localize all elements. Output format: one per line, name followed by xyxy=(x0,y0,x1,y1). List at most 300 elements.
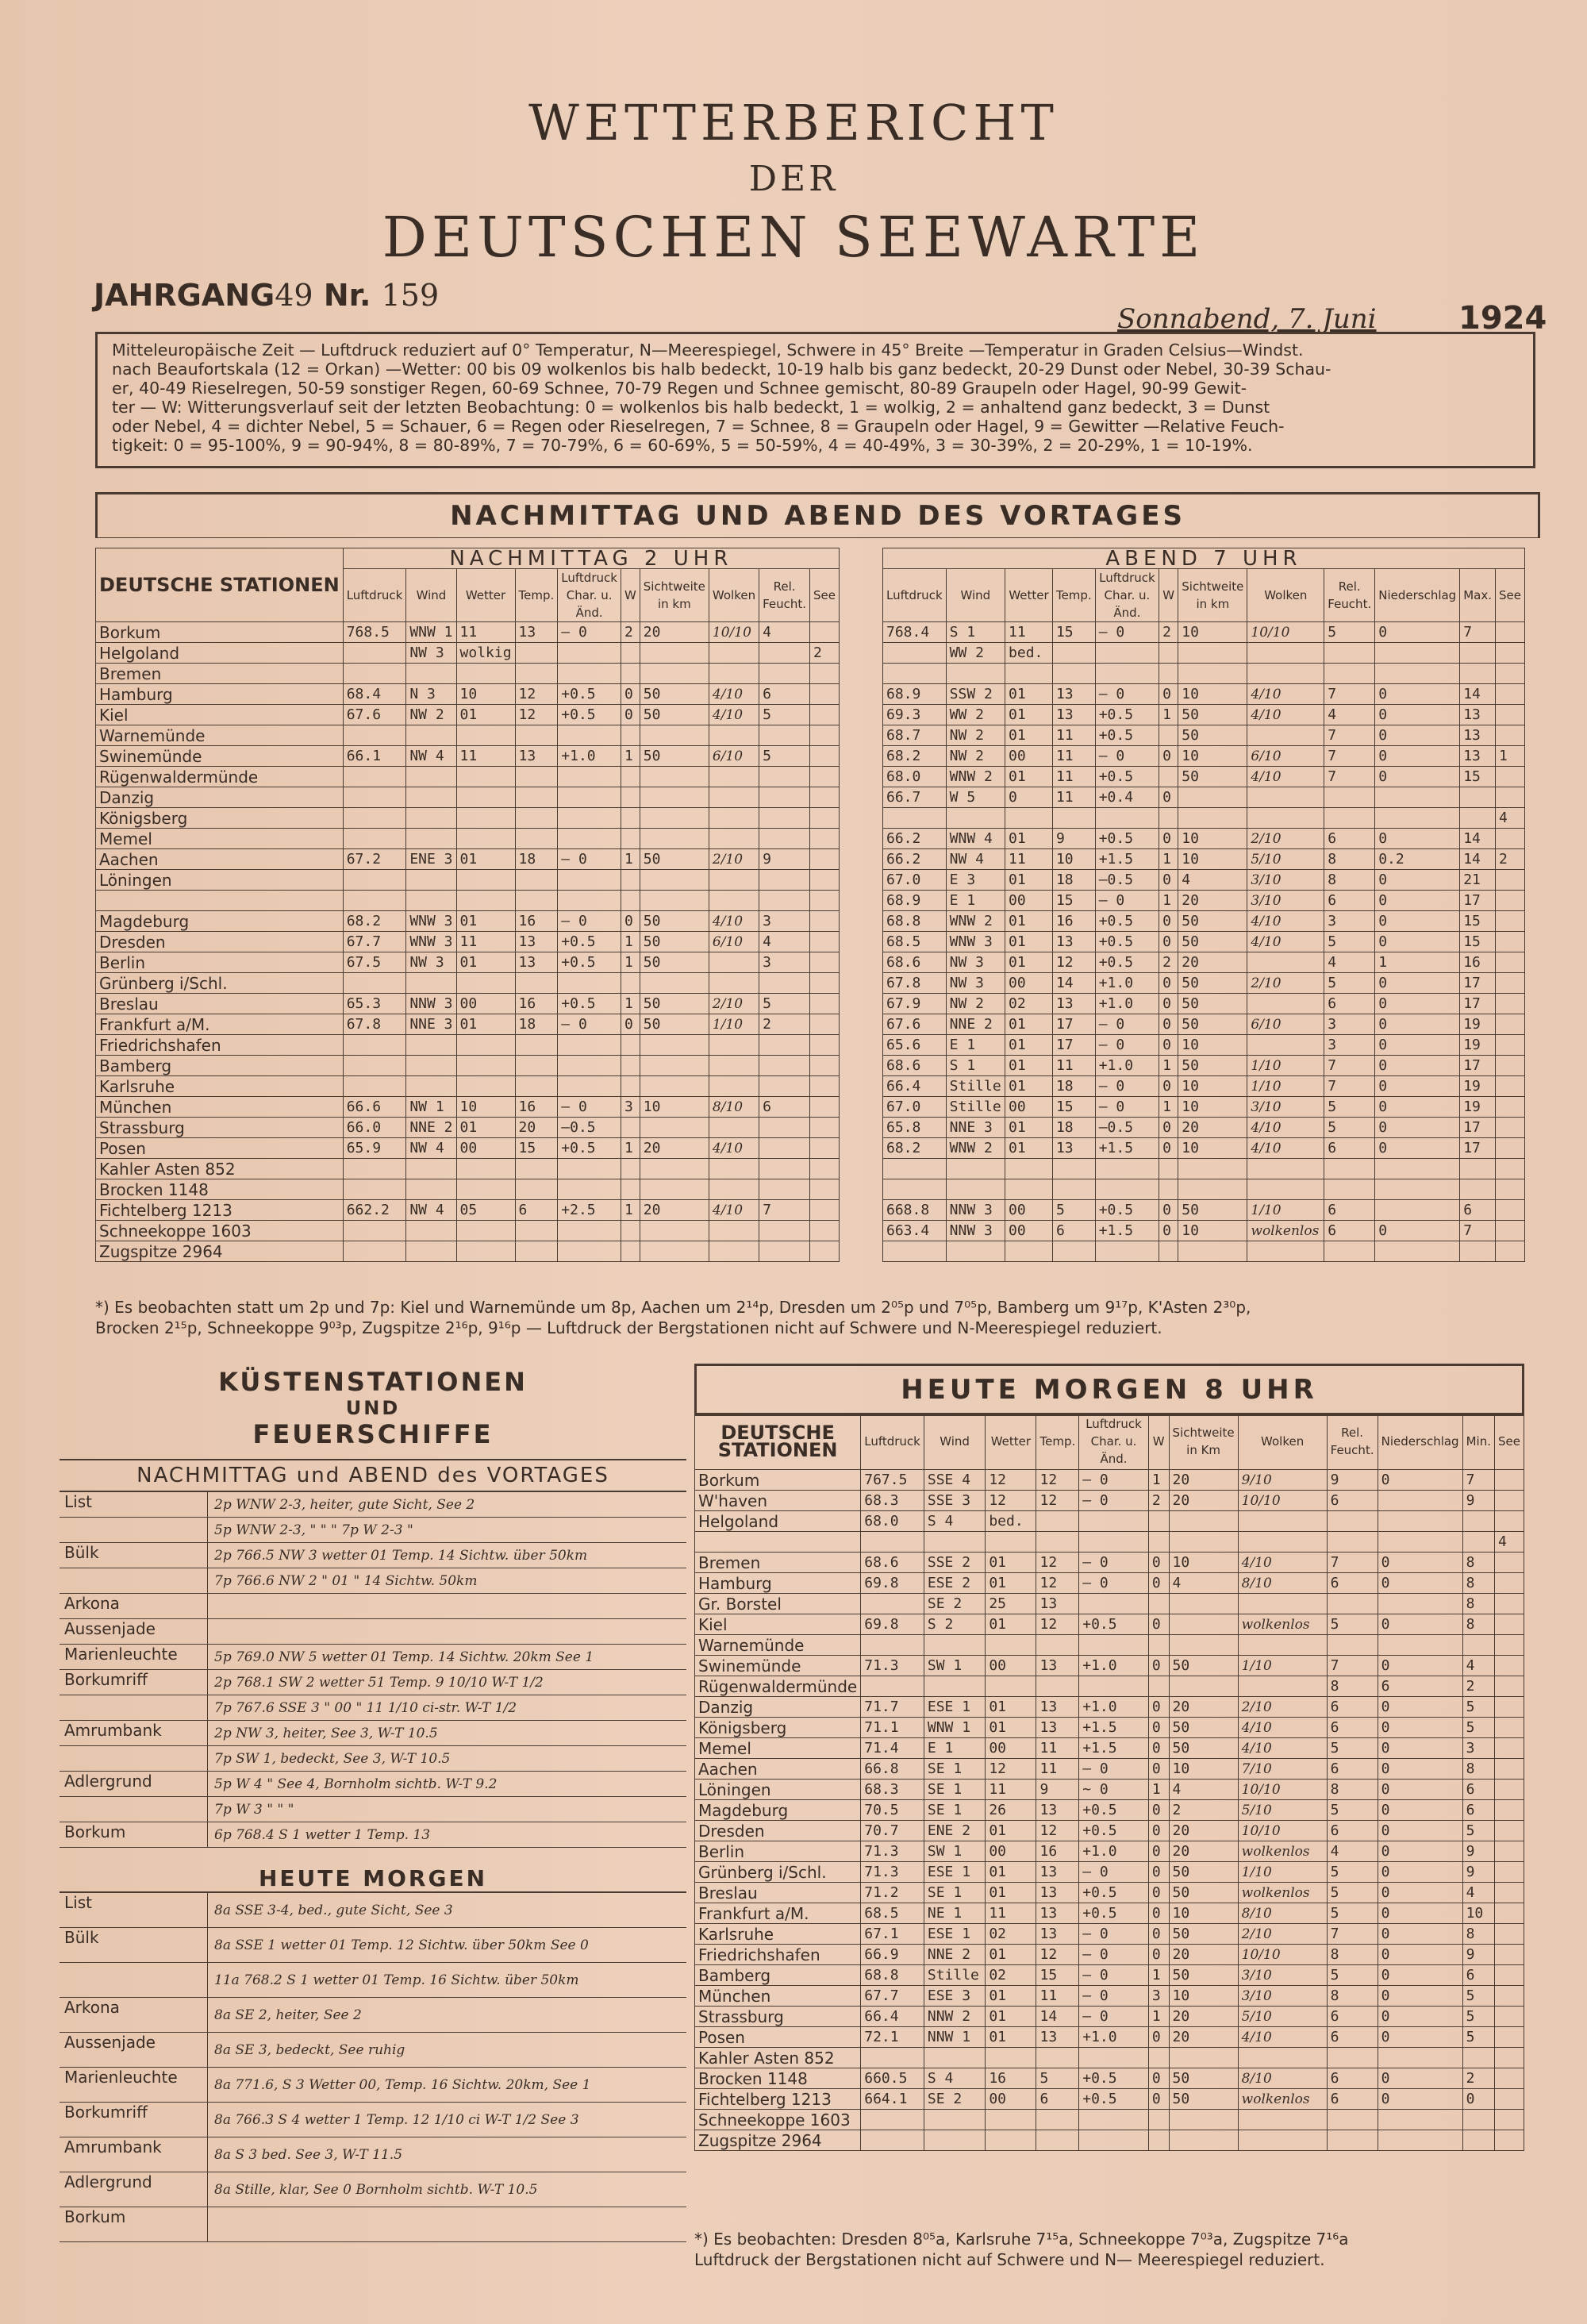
table-cell: 71.4 xyxy=(861,1738,924,1759)
table-cell: 10 xyxy=(1178,622,1247,643)
list-item xyxy=(60,2033,686,2068)
table-cell: 71.3 xyxy=(861,1656,924,1676)
table-cell: 7 xyxy=(1324,767,1375,787)
table-cell: 664.1 xyxy=(861,2089,924,2110)
table-cell: — 0 xyxy=(1079,1491,1149,1511)
station-name: Grünberg i/Schl. xyxy=(96,973,344,994)
table-cell: ESE 1 xyxy=(924,1924,985,1945)
column-header: Niederschlag xyxy=(1375,569,1460,622)
table-cell: 8 xyxy=(1462,1553,1494,1573)
table-cell: 9 xyxy=(1462,1862,1494,1883)
table-cell: 7 xyxy=(1324,746,1375,767)
table-cell: 17 xyxy=(1460,1118,1496,1138)
table-cell xyxy=(1495,1097,1524,1118)
table-cell xyxy=(883,808,947,829)
table-cell xyxy=(558,664,621,684)
table-cell xyxy=(1378,2110,1462,2130)
table-cell xyxy=(343,891,406,911)
table-cell: 01 xyxy=(986,1883,1036,1903)
table-cell: 68.3 xyxy=(861,1491,924,1511)
table-cell xyxy=(709,1076,759,1097)
station-name: Swinemünde xyxy=(695,1656,861,1676)
table-row xyxy=(96,767,840,787)
table-cell: 4 xyxy=(759,932,810,952)
table-cell xyxy=(406,870,456,891)
column-header: Temp. xyxy=(515,569,558,622)
legend-line: nach Beaufortskala (12 = Orkan) —Wetter: 00 bis 09 wolkenlos bis halb bedeckt, 10-19 halb bis ganz bedeckt, 20-29 Dunst oder Nebel, 30-39 Schau- xyxy=(112,360,1331,379)
table-cell: 12 xyxy=(1036,1821,1079,1841)
table-cell: 6 xyxy=(1327,1759,1378,1780)
table-cell: 9 xyxy=(1462,1841,1494,1862)
heute-title: HEUTE MORGEN 8 UHR xyxy=(694,1364,1524,1416)
table-cell: 68.2 xyxy=(883,746,947,767)
table-cell xyxy=(406,1035,456,1056)
table-cell: 17 xyxy=(1052,1014,1095,1035)
table-cell: 6 xyxy=(1462,1780,1494,1800)
table-cell xyxy=(406,767,456,787)
table-cell: +0.5 xyxy=(558,684,621,705)
table-cell xyxy=(621,1179,640,1200)
table-cell: 01 xyxy=(456,849,515,870)
table-cell xyxy=(515,787,558,808)
table-cell xyxy=(759,787,810,808)
table-cell: 2 xyxy=(621,622,640,643)
table-cell xyxy=(1247,808,1324,829)
table-cell: 8 xyxy=(1327,1945,1378,1965)
table-cell xyxy=(406,829,456,849)
table-cell: 20 xyxy=(1178,952,1247,973)
table-cell: 01 xyxy=(1005,952,1053,973)
table-cell xyxy=(640,973,709,994)
table-row xyxy=(96,849,840,870)
table-cell: 10 xyxy=(1178,746,1247,767)
table-row xyxy=(695,1759,1524,1780)
list-item xyxy=(60,1772,686,1797)
table-cell: 02 xyxy=(986,1924,1036,1945)
table-row xyxy=(695,1945,1524,1965)
table-cell: 5 xyxy=(1462,2007,1494,2027)
table-cell: 4 xyxy=(1462,1883,1494,1903)
table-cell: 767.5 xyxy=(861,1470,924,1491)
column-header: Max. xyxy=(1460,569,1496,622)
column-header: Luftdruck xyxy=(861,1414,924,1470)
table-cell: 8 xyxy=(1462,1759,1494,1780)
table-row xyxy=(695,1924,1524,1945)
table-cell: 01 xyxy=(986,1986,1036,2007)
table-cell: 6 xyxy=(1324,1221,1375,1241)
table-cell xyxy=(810,1221,840,1241)
table-cell: 66.2 xyxy=(883,849,947,870)
table-cell xyxy=(810,705,840,725)
table-cell: ESE 1 xyxy=(924,1862,985,1883)
table-cell: 6 xyxy=(1324,1200,1375,1221)
table-cell: 11 xyxy=(1052,767,1095,787)
table-cell: 12 xyxy=(986,1470,1036,1491)
table-cell: 65.9 xyxy=(343,1138,406,1159)
table-cell: 50 xyxy=(640,849,709,870)
table-cell: 6 xyxy=(1462,1965,1494,1986)
table-cell: 16 xyxy=(515,1097,558,1118)
table-cell xyxy=(1495,973,1524,994)
table-cell: +1.0 xyxy=(1095,973,1159,994)
table-cell: SE 2 xyxy=(924,2089,985,2110)
table-cell: — 0 xyxy=(1079,1573,1149,1594)
table-cell: 2 xyxy=(1159,952,1178,973)
table-cell xyxy=(861,1594,924,1614)
table-cell: bed. xyxy=(1005,643,1053,664)
table-cell: WNW 3 xyxy=(406,932,456,952)
station-name: Bülk xyxy=(60,1543,208,1568)
table-row xyxy=(96,1200,840,1221)
table-cell xyxy=(621,829,640,849)
table-cell: 10 xyxy=(1178,1076,1247,1097)
table-row xyxy=(96,808,840,829)
column-header: See xyxy=(1495,569,1524,622)
table-cell xyxy=(515,870,558,891)
legend-line: er, 40-49 Rieselregen, 50-59 sonstiger Regen, 60-69 Schnee, 70-79 Regen und Schnee gemischt, 80-89 Graupeln oder Hagel, 90-99 Gewit- xyxy=(112,379,1247,398)
table-cell: +0.5 xyxy=(1095,829,1159,849)
table-cell: 0 xyxy=(1148,1883,1169,1903)
table-cell xyxy=(1460,1241,1496,1262)
table-cell xyxy=(406,973,456,994)
station-name: Brocken 1148 xyxy=(695,2068,861,2089)
table-cell xyxy=(986,2048,1036,2068)
table-cell: 6 xyxy=(1324,1138,1375,1159)
table-cell xyxy=(1169,1676,1238,1697)
station-name: Posen xyxy=(695,2027,861,2048)
table-cell xyxy=(810,622,840,643)
table-cell xyxy=(621,1241,640,1262)
table-cell xyxy=(810,1014,840,1035)
table-cell: 68.4 xyxy=(343,684,406,705)
station-name: Adlergrund xyxy=(60,2172,208,2207)
table-cell xyxy=(621,1035,640,1056)
table-row xyxy=(96,1159,840,1179)
column-header: Min. xyxy=(1462,1414,1494,1470)
column-header: Wolken xyxy=(1247,569,1324,622)
table-row xyxy=(695,1656,1524,1676)
table-row xyxy=(96,725,840,746)
station-name: Schneekoppe 1603 xyxy=(96,1221,344,1241)
table-cell xyxy=(1169,1532,1238,1553)
table-cell xyxy=(759,1118,810,1138)
table-cell: 16 xyxy=(1460,952,1496,973)
table-cell: 12 xyxy=(1036,1491,1079,1511)
table-cell: 68.8 xyxy=(883,911,947,932)
table-cell: NW 4 xyxy=(406,1200,456,1221)
table-row xyxy=(883,952,1525,973)
station-name: Strassburg xyxy=(96,1118,344,1138)
table-cell: 0 xyxy=(1378,1656,1462,1676)
table-cell: 68.9 xyxy=(883,891,947,911)
table-cell xyxy=(515,1241,558,1262)
table-cell xyxy=(640,1241,709,1262)
table-cell: 9 xyxy=(1052,829,1095,849)
observation-text: 8a SSE 3-4, bed., gute Sicht, See 3 xyxy=(214,1902,453,1918)
table-cell xyxy=(558,1179,621,1200)
table-cell: 1/10 xyxy=(1247,1056,1324,1076)
table-cell xyxy=(1036,1511,1079,1532)
table-cell: 00 xyxy=(1005,973,1053,994)
table-cell: 20 xyxy=(1169,1470,1238,1491)
table-cell: 0 xyxy=(1159,932,1178,952)
table-cell: 5 xyxy=(1324,932,1375,952)
table-cell: — 0 xyxy=(1095,1014,1159,1035)
table-cell xyxy=(343,725,406,746)
table-cell: WNW 2 xyxy=(946,767,1005,787)
table-cell xyxy=(759,1035,810,1056)
table-cell: 5 xyxy=(1327,1862,1378,1883)
table-cell: 15 xyxy=(1052,622,1095,643)
table-cell: 3 xyxy=(1462,1738,1494,1759)
table-cell: NE 1 xyxy=(924,1903,985,1924)
table-cell: 0 xyxy=(1378,1553,1462,1573)
table-cell: 0 xyxy=(1148,1614,1169,1635)
vortag-band: NACHMITTAG UND ABEND DES VORTAGES xyxy=(95,492,1540,538)
table-cell xyxy=(621,870,640,891)
table-cell xyxy=(1036,2130,1079,2151)
table-cell xyxy=(1494,2068,1524,2089)
table-cell xyxy=(810,829,840,849)
observation-text: 11a 768.2 S 1 wetter 01 Temp. 16 Sichtw. über 50km xyxy=(214,1972,579,1988)
station-name: München xyxy=(695,1986,861,2007)
table-cell: 50 xyxy=(1169,1965,1238,1986)
table-cell: 4/10 xyxy=(709,684,759,705)
table-row xyxy=(883,829,1525,849)
table-cell: 6/10 xyxy=(1247,746,1324,767)
table-cell: 0 xyxy=(1159,1118,1178,1138)
table-row xyxy=(883,911,1525,932)
table-cell: 5 xyxy=(1462,1821,1494,1841)
table-cell: 10 xyxy=(1178,1221,1247,1241)
table-cell: 66.0 xyxy=(343,1118,406,1138)
table-cell: 7 xyxy=(759,1200,810,1221)
table-cell xyxy=(924,2110,985,2130)
station-name: Hamburg xyxy=(695,1573,861,1594)
table-cell xyxy=(1494,2130,1524,2151)
table-cell: 10/10 xyxy=(709,622,759,643)
table-cell: 50 xyxy=(1169,2089,1238,2110)
table-row xyxy=(883,787,1525,808)
table-cell xyxy=(709,1159,759,1179)
table-cell: 0 xyxy=(621,705,640,725)
table-cell xyxy=(1079,1676,1149,1697)
table-cell: Stille xyxy=(946,1076,1005,1097)
column-header: Luftdruck xyxy=(883,569,947,622)
table-cell xyxy=(810,767,840,787)
table-cell xyxy=(1495,1014,1524,1035)
observation-text: 5p WNW 2-3, " " " 7p W 2-3 " xyxy=(214,1522,413,1538)
table-cell: +0.5 xyxy=(1095,932,1159,952)
column-header: Rel. Feucht. xyxy=(759,569,810,622)
table-cell xyxy=(1462,1511,1494,1532)
table-cell: 67.0 xyxy=(883,870,947,891)
table-cell xyxy=(1494,1470,1524,1491)
table-cell: — 0 xyxy=(558,1097,621,1118)
station-name: Dresden xyxy=(96,932,344,952)
table-cell: 20 xyxy=(640,1138,709,1159)
table-cell: NW 2 xyxy=(406,705,456,725)
station-name: Posen xyxy=(96,1138,344,1159)
table-cell: 0 xyxy=(621,684,640,705)
table-row xyxy=(883,1014,1525,1035)
table-cell: 6 xyxy=(1327,2007,1378,2027)
table-cell xyxy=(1495,1179,1524,1200)
station-name: List xyxy=(60,1492,208,1517)
table-cell: ESE 3 xyxy=(924,1986,985,2007)
table-cell xyxy=(861,2048,924,2068)
table-cell: 50 xyxy=(1178,1200,1247,1221)
table-cell: 768.5 xyxy=(343,622,406,643)
table-cell: 2/10 xyxy=(1238,1697,1327,1718)
table-row xyxy=(883,1221,1525,1241)
table-cell xyxy=(1494,1759,1524,1780)
table-cell: 01 xyxy=(1005,932,1053,952)
table-cell: wolkenlos xyxy=(1238,1614,1327,1635)
table-row xyxy=(96,787,840,808)
column-header: Luftdruck xyxy=(343,569,406,622)
table-cell: 5 xyxy=(1036,2068,1079,2089)
table-cell xyxy=(1495,684,1524,705)
table-cell xyxy=(1238,2130,1327,2151)
table-cell xyxy=(1495,705,1524,725)
table-cell: 1 xyxy=(1159,1097,1178,1118)
table-cell xyxy=(1159,643,1178,664)
table-cell xyxy=(1247,952,1324,973)
table-cell: 10/10 xyxy=(1238,1821,1327,1841)
table-cell xyxy=(515,767,558,787)
station-name: Aachen xyxy=(96,849,344,870)
table-cell: +0.5 xyxy=(1095,911,1159,932)
table-cell xyxy=(1247,1241,1324,1262)
table-cell xyxy=(861,2130,924,2151)
table-cell xyxy=(640,787,709,808)
table-cell xyxy=(640,725,709,746)
table-row xyxy=(695,1965,1524,1986)
table-row xyxy=(695,1676,1524,1697)
table-cell: 6 xyxy=(1327,1491,1378,1511)
table-cell: 01 xyxy=(1005,1076,1053,1097)
station-name: Danzig xyxy=(96,787,344,808)
table-cell xyxy=(621,787,640,808)
table-row xyxy=(695,2027,1524,2048)
column-header: Wind xyxy=(924,1414,985,1470)
table-cell: 17 xyxy=(1460,994,1496,1014)
column-header: Wolken xyxy=(709,569,759,622)
station-name: Borkumriff xyxy=(60,2103,208,2137)
table-cell: 01 xyxy=(1005,1056,1053,1076)
table-cell xyxy=(621,808,640,829)
table-cell xyxy=(343,643,406,664)
table-cell: NW 2 xyxy=(946,994,1005,1014)
table-row xyxy=(883,684,1525,705)
table-cell: E 1 xyxy=(946,891,1005,911)
table-row xyxy=(883,1200,1525,1221)
table-cell xyxy=(1324,664,1375,684)
station-name: Rügenwaldermünde xyxy=(695,1676,861,1697)
table-cell: 0 xyxy=(1148,1945,1169,1965)
table-cell: 6 xyxy=(1327,2089,1378,2110)
table-cell xyxy=(1036,2110,1079,2130)
table-cell xyxy=(810,1076,840,1097)
table-cell: 6/10 xyxy=(709,932,759,952)
table-cell xyxy=(810,787,840,808)
table-cell xyxy=(406,664,456,684)
table-cell: SE 1 xyxy=(924,1759,985,1780)
table-cell: 0 xyxy=(1148,1821,1169,1841)
table-cell: 01 xyxy=(1005,1014,1053,1035)
table-cell: 4 xyxy=(1324,705,1375,725)
table-cell: 0 xyxy=(1375,622,1460,643)
table-cell: 13 xyxy=(1052,705,1095,725)
column-header: Wetter xyxy=(456,569,515,622)
table-cell xyxy=(946,1159,1005,1179)
table-cell: 10/10 xyxy=(1238,1491,1327,1511)
table-cell: 20 xyxy=(1169,1491,1238,1511)
table-cell xyxy=(1036,1676,1079,1697)
table-cell: 18 xyxy=(515,849,558,870)
table-cell: NW 3 xyxy=(406,952,456,973)
table-cell: 50 xyxy=(1178,911,1247,932)
column-header: Sichtweite in km xyxy=(1178,569,1247,622)
table-cell: — 0 xyxy=(1095,891,1159,911)
table-cell: 8 xyxy=(1327,1676,1378,1697)
station-name: Dresden xyxy=(695,1821,861,1841)
table-cell: 2 xyxy=(1462,1676,1494,1697)
table-cell: WNW 1 xyxy=(924,1718,985,1738)
table-cell xyxy=(1375,1241,1460,1262)
table-cell xyxy=(1159,808,1178,829)
table-cell: 5 xyxy=(1327,1800,1378,1821)
table-cell: NNW 3 xyxy=(946,1200,1005,1221)
table-cell: 13 xyxy=(1052,994,1095,1014)
table-cell: 71.2 xyxy=(861,1883,924,1903)
table-cell: 65.3 xyxy=(343,994,406,1014)
station-name xyxy=(60,1695,208,1720)
table-cell: 20 xyxy=(1169,1821,1238,1841)
table-cell xyxy=(709,870,759,891)
table-cell xyxy=(1148,2130,1169,2151)
table-row xyxy=(96,1035,840,1056)
table-cell: 11 xyxy=(986,1903,1036,1924)
table-cell xyxy=(1495,1241,1524,1262)
table-cell: 00 xyxy=(1005,1097,1053,1118)
table-cell: 0 xyxy=(1148,2027,1169,2048)
table-cell: 20 xyxy=(1169,2027,1238,2048)
table-cell xyxy=(709,973,759,994)
table-cell xyxy=(515,1035,558,1056)
table-cell: 3 xyxy=(1324,1035,1375,1056)
table-cell: 00 xyxy=(1005,891,1053,911)
table-cell: 15 xyxy=(1460,932,1496,952)
table-cell: 50 xyxy=(1178,725,1247,746)
table-cell: 66.9 xyxy=(861,1945,924,1965)
table-cell: — 0 xyxy=(1079,1862,1149,1883)
vortag-nachmittag-table xyxy=(95,548,840,1262)
table-cell: 15 xyxy=(1052,1097,1095,1118)
table-row xyxy=(695,2110,1524,2130)
table-cell: 18 xyxy=(1052,1076,1095,1097)
table-cell xyxy=(1159,1179,1178,1200)
table-cell xyxy=(1148,2048,1169,2068)
table-cell: 20 xyxy=(1169,1945,1238,1965)
table-cell: 0 xyxy=(1378,1470,1462,1491)
table-cell xyxy=(986,1532,1036,1553)
table-cell: 6 xyxy=(515,1200,558,1221)
table-cell xyxy=(1460,1179,1496,1200)
table-row xyxy=(883,725,1525,746)
table-cell: ENE 2 xyxy=(924,1821,985,1841)
